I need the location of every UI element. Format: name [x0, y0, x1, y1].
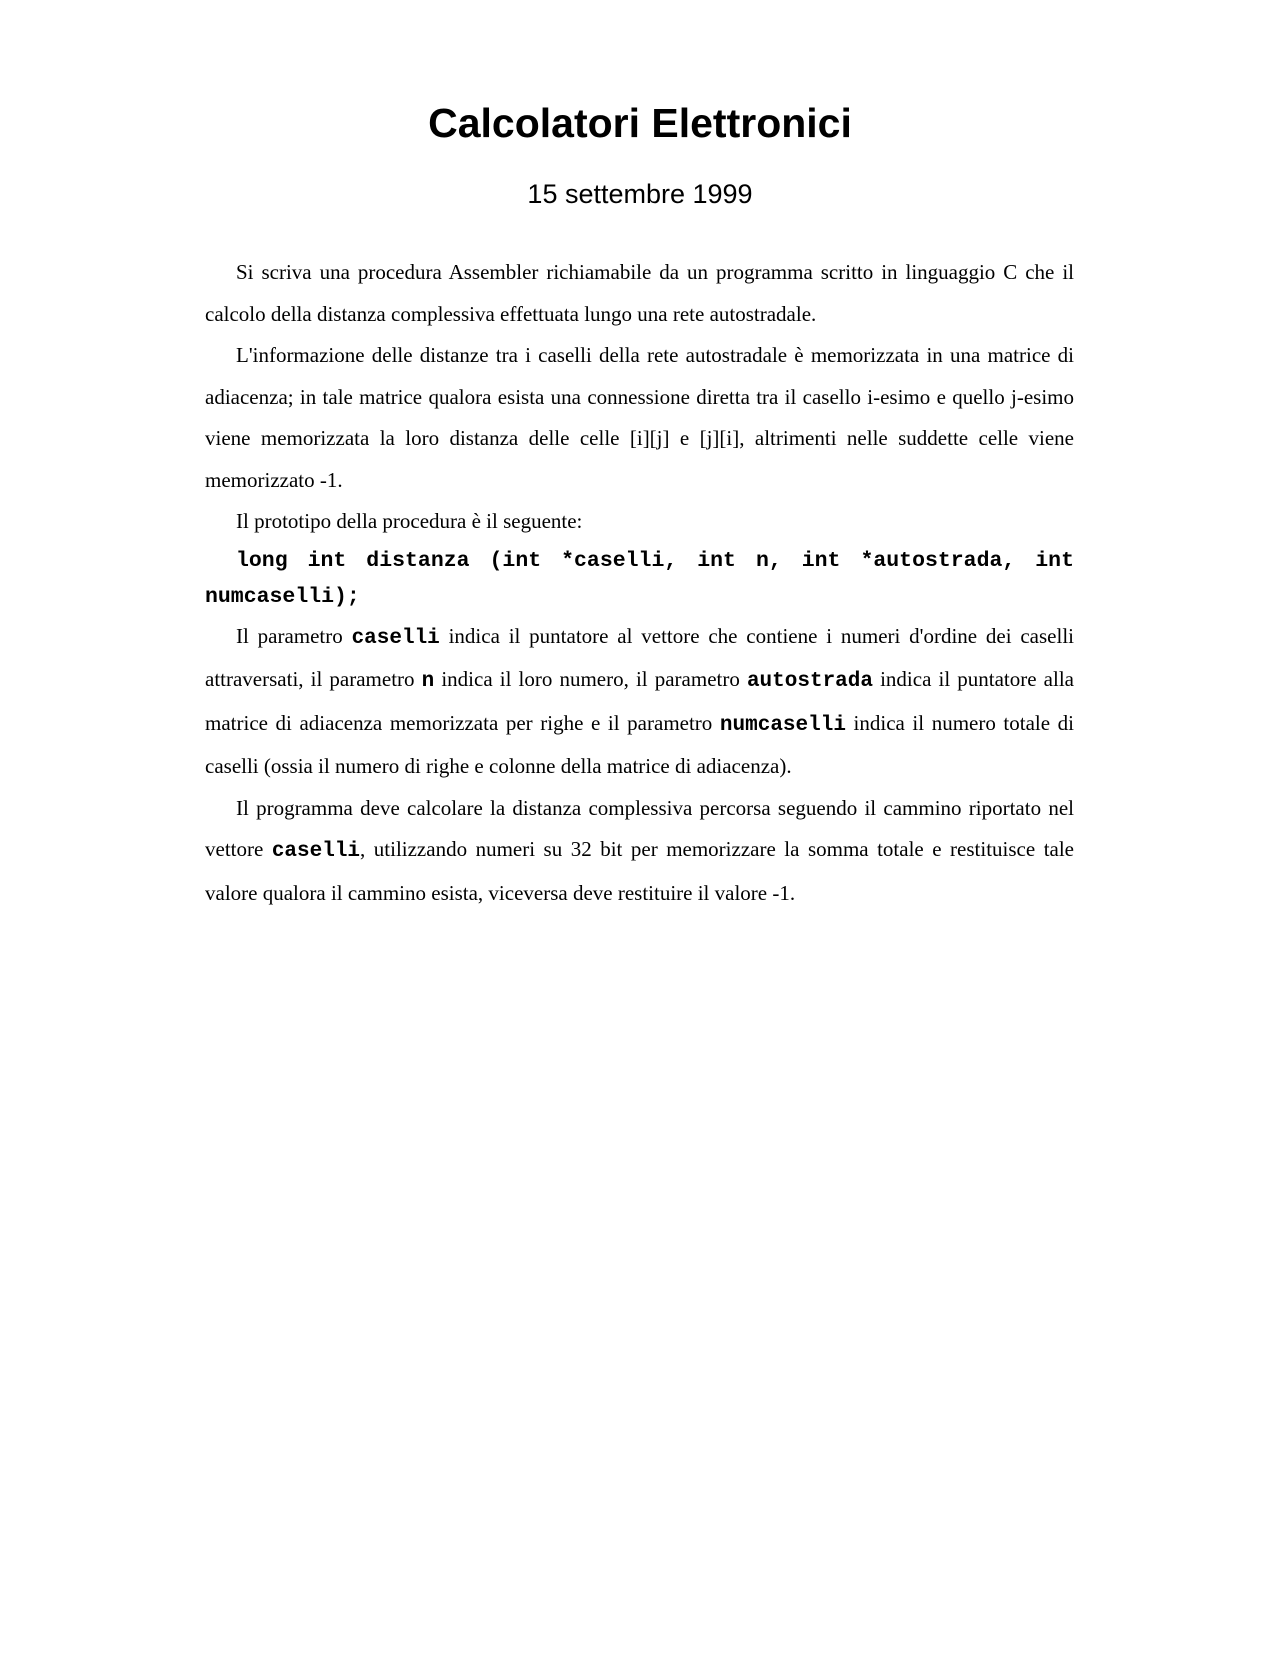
text-segment: indica il loro numero, il parametro — [434, 667, 747, 691]
code-autostrada: autostrada — [746, 670, 873, 693]
text-segment: , utilizzando numeri su 32 bit per memorizzare la somma totale e restituisce tale valore qualora il cammino esista, viceversa deve restituire il valore -1. — [205, 837, 1075, 905]
code-caselli: caselli — [271, 840, 361, 863]
code-prototype: long int distanza (int *caselli, int n, int *autostrada, int numcaselli); — [205, 548, 1074, 609]
paragraph-computation — [205, 788, 1074, 915]
paragraph-intro: Si scriva una procedura Assembler richiamabile da un programma scritto in linguaggio C che il calcolo della distanza complessiva effettuata lungo una rete autostradale. — [205, 260, 1074, 326]
document-body — [205, 252, 1074, 914]
document-title: Calcolatori Elettronici — [428, 100, 852, 146]
text-segment: Il parametro — [236, 623, 352, 648]
document-date: 15 settembre 1999 — [527, 179, 753, 209]
paragraph-parameters — [205, 616, 1074, 788]
code-caselli: caselli — [351, 626, 440, 650]
text-segment: Il programma deve calcolare la distanza complessiva percorsa seguendo il cammino riportato nel vettore — [205, 795, 1074, 861]
text-segment: indica il puntatore alla matrice di adiacenza memorizzata per righe e il parametro — [205, 667, 1074, 735]
paragraph-matrix: L'informazione delle distanze tra i caselli della rete autostradale è memorizzata in una matrice di adiacenza; in tale matrice qualora esista una connessione diretta tra il casello i-esimo e quello j-esimo viene memorizzata la loro distanza delle celle [i][j] e [j][i], altrimenti nelle suddette celle viene memorizzato -1. — [205, 343, 1074, 492]
text-segment: indica il puntatore al vettore che contiene i numeri d'ordine dei caselli attraversati, il parametro — [205, 623, 1074, 691]
code-n: n — [421, 670, 435, 693]
code-numcaselli: numcaselli — [719, 713, 846, 737]
text-segment: indica il numero totale di caselli (ossia il numero di righe e colonne della matrice di adiacenza). — [205, 710, 1075, 778]
paragraph-prototype-intro: Il prototipo della procedura è il seguente: — [236, 509, 583, 533]
